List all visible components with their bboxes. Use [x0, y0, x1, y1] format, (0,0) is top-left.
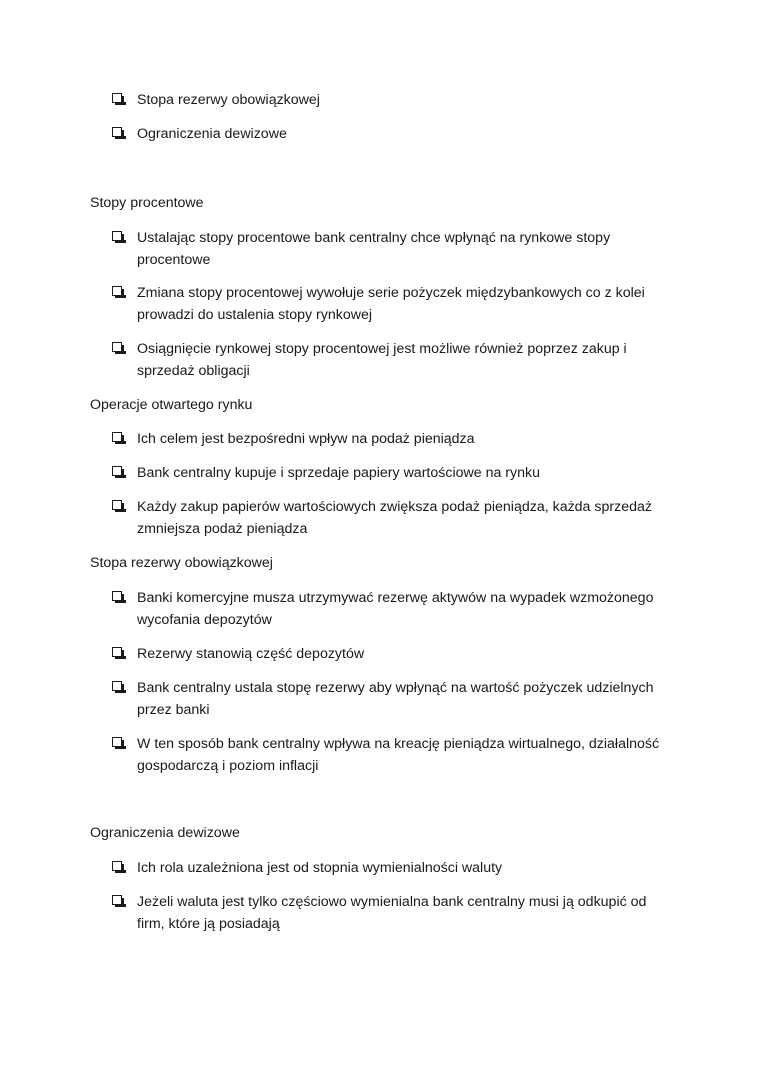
list-item: [112, 283, 672, 326]
checkbox-bullet-icon: [112, 591, 122, 601]
checkbox-bullet-icon: [112, 895, 122, 905]
list-item-text: Bank centralny kupuje i sprzedaje papiery wartościowe na rynku: [137, 465, 540, 481]
list-item: [112, 644, 672, 666]
checkbox-bullet-icon: [112, 861, 122, 871]
checkbox-bullet-icon: [112, 681, 122, 691]
list-item-text: Ich celem jest bezpośredni wpływ na podaż pieniądza: [137, 431, 475, 447]
checkbox-bullet-icon: [112, 647, 122, 657]
list-item-text: W ten sposób bank centralny wpływa na kreację pieniądza wirtualnego, działalność gospodarczą i poziom inflacji: [137, 736, 660, 774]
checkbox-bullet-icon: [112, 231, 122, 241]
checkbox-bullet-icon: [112, 466, 122, 476]
section-heading: Stopy procentowe: [90, 195, 204, 211]
checkbox-bullet-icon: [112, 432, 122, 442]
list-item: [112, 228, 672, 271]
list-item: [112, 429, 672, 451]
checkbox-bullet-icon: [112, 127, 122, 137]
list-item: [112, 678, 672, 721]
list-item: [112, 339, 672, 382]
list-item: [112, 90, 672, 112]
checkbox-bullet-icon: [112, 286, 122, 296]
list-item-text: Ustalając stopy procentowe bank centralny chce wpłynąć na rynkowe stopy procentowe: [137, 230, 611, 268]
list-item: [112, 734, 672, 777]
list-item: [112, 497, 672, 540]
list-item: [112, 858, 672, 880]
list-item-text: Każdy zakup papierów wartościowych zwiększa podaż pieniądza, każda sprzedaż zmniejsza podaż pieniądza: [137, 499, 652, 537]
section-heading: Stopa rezerwy obowiązkowej: [90, 555, 273, 571]
list-item: [112, 588, 672, 631]
list-item: [112, 463, 672, 485]
checkbox-bullet-icon: [112, 500, 122, 510]
checkbox-bullet-icon: [112, 93, 122, 103]
list-item-text: Stopa rezerwy obowiązkowej: [137, 92, 320, 108]
list-item-text: Jeżeli waluta jest tylko częściowo wymienialna bank centralny musi ją odkupić od firm, które ją posiadają: [137, 894, 647, 932]
list-item-text: Bank centralny ustala stopę rezerwy aby wpłynąć na wartość pożyczek udzielnych przez banki: [137, 680, 654, 718]
list-item: [112, 892, 672, 935]
list-item-text: Osiągnięcie rynkowej stopy procentowej jest możliwe również poprzez zakup i sprzedaż obligacji: [137, 341, 627, 379]
list-item-text: Banki komercyjne musza utrzymywać rezerwę aktywów na wypadek wzmożonego wycofania depozytów: [137, 590, 654, 628]
section-heading: Operacje otwartego rynku: [90, 397, 253, 413]
list-item-text: Zmiana stopy procentowej wywołuje serie pożyczek międzybankowych co z kolei prowadzi do ustalenia stopy rynkowej: [137, 285, 645, 323]
checkbox-bullet-icon: [112, 342, 122, 352]
checkbox-bullet-icon: [112, 737, 122, 747]
list-item: [112, 124, 672, 146]
list-item-text: Ograniczenia dewizowe: [137, 126, 287, 142]
list-item-text: Rezerwy stanowią część depozytów: [137, 646, 365, 662]
section-heading: Ograniczenia dewizowe: [90, 825, 240, 841]
list-item-text: Ich rola uzależniona jest od stopnia wymienialności waluty: [137, 860, 503, 876]
